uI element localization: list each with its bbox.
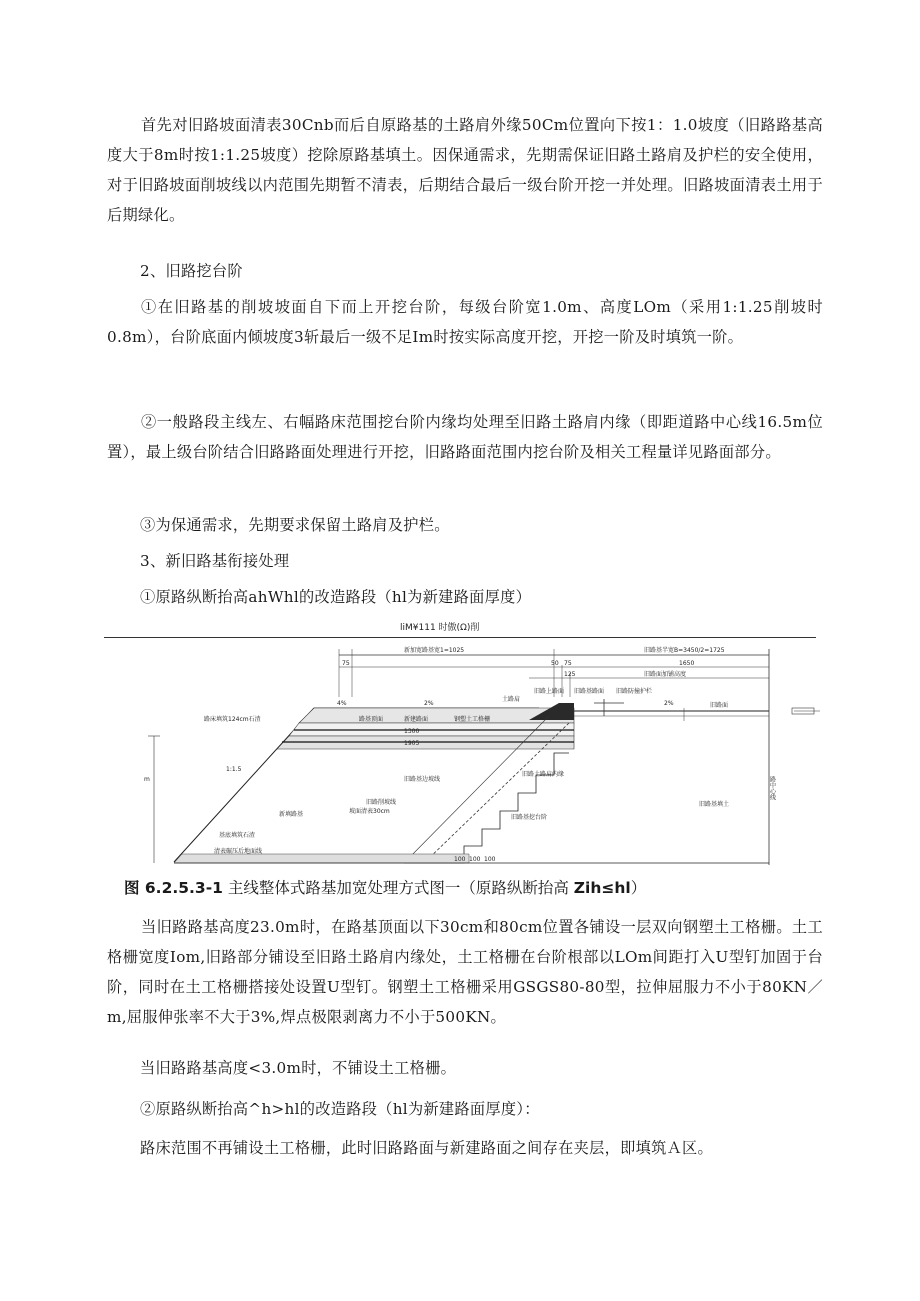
label-old-rail: 旧路防撞护栏 xyxy=(616,688,653,695)
label-slope: 1:1.5 xyxy=(226,766,242,773)
label-clean-surface: 坡面清表30cm xyxy=(349,808,390,815)
label-soil-shoulder: 土路肩 xyxy=(502,696,521,703)
paragraph-steps-1: ①在旧路基的削坡坡面自下而上开挖台阶，每级台阶宽1.0m、高度LOm（采用1:1.25削坡时0.8m），台阶底面内倾坡度3斩最后一级不足Im时按实际高度开挖，开挖一阶及时填筑一阶。 xyxy=(107,298,823,346)
label-s100c: 100 xyxy=(484,856,496,863)
label-pct2a: 2% xyxy=(424,700,434,707)
paragraph-no-geogrid: 当旧路路基高度<3.0m时，不铺设土工格栅。 xyxy=(140,1059,457,1077)
figure-top-rule xyxy=(104,637,816,638)
paragraph-interlayer: 路床范围不再铺设土工格栅，此时旧路路面与新建路面之间存在夹层，即填筑Ａ区。 xyxy=(140,1139,714,1157)
label-old-step: 旧路基挖台阶 xyxy=(511,814,548,821)
figure-caption-end: ） xyxy=(630,879,647,897)
label-d75: 75 xyxy=(342,660,350,667)
label-old-subgrade-fill: 旧路基填土 xyxy=(699,801,730,808)
label-old-pave: 旧路面 xyxy=(710,702,729,709)
figure-caption-text: 主线整体式路基加宽处理方式图一（原路纵断抬高 xyxy=(222,879,574,897)
figure-caption-number: 图 6.2.5.3-1 xyxy=(124,879,223,897)
label-d125: 125 xyxy=(564,671,576,678)
label-d50: 50 xyxy=(551,660,559,667)
heading-steps: 2、旧路挖台阶 xyxy=(140,262,243,280)
label-d75b: 75 xyxy=(564,660,572,667)
label-old-width: 旧路基半宽B=3450/2=1725 xyxy=(644,647,725,654)
label-base-fill: 基底填筑石渣 xyxy=(219,832,256,839)
figure-caption xyxy=(124,876,646,898)
subgrade-widening-diagram xyxy=(104,641,820,867)
paragraph-steps-2: ②一般路段主线左、右幅路床范围挖台阶内缘均处理至旧路土路肩内缘（即距道路中心线16.5m位置），最上级台阶结合旧路路面处理进行开挖，旧路路面范围内挖台阶及相关工程量详见路面部分。 xyxy=(107,413,823,461)
label-compact-line: 清表碾压后地面线 xyxy=(214,848,263,855)
label-old-base: 旧路基路面 xyxy=(574,688,605,695)
label-new-subgrade: 新填路基 xyxy=(279,811,304,818)
figure-caption-condition: Zih≤hl xyxy=(573,879,631,897)
label-height-mark: m xyxy=(144,776,150,783)
label-cut-slope-line: 旧路削坡线 xyxy=(366,799,397,806)
label-old-pave-overlay: 旧路面加铺高度 xyxy=(644,671,687,678)
label-s100b: 100 xyxy=(469,856,481,863)
label-new-width: 新加宽路基宽1=1025 xyxy=(404,647,465,654)
paragraph-junction-1: ①原路纵断抬高ahWhl的改造路段（hl为新建路面厚度） xyxy=(140,588,532,606)
label-pave-top: 路基顶面 xyxy=(359,716,384,723)
label-bed-fill: 路床填筑124cm石渣 xyxy=(204,716,261,723)
paragraph-cleaning: 首先对旧路坡面清表30Cnb而后自原路基的土路肩外缘50Cm位置向下按1：1.0坡度（旧路路基高度大于8m时按1:1.25坡度）挖除原路基填土。因保通需求，先期需保证旧路土路肩及护栏的安全使用，对于旧路坡面削坡线以内范围先期暂不清表，后期结合最后一级台阶开挖一并处理。旧路坡面清表土用于后期绿化。 xyxy=(107,116,823,224)
label-dim2: 1905 xyxy=(404,740,420,747)
figure-header: liM¥111 时傲(Ω)削 xyxy=(400,623,480,633)
label-old-soil-edge: 旧路土路肩内缘 xyxy=(522,771,565,778)
label-d1650: 1650 xyxy=(679,660,695,667)
paragraph-junction-2: ②原路纵断抬高^h>hl的改造路段（hl为新建路面厚度）： xyxy=(140,1100,540,1118)
label-old-edge-line: 旧路基边坡线 xyxy=(404,776,441,783)
paragraph-steps-3: ③为保通需求，先期要求保留土路肩及护栏。 xyxy=(140,516,450,534)
label-old-pave-layer: 旧路上路面 xyxy=(534,688,565,695)
label-new-pave: 新建路面 xyxy=(404,716,429,723)
label-pct4: 4% xyxy=(337,700,347,707)
label-steel-geogrid: 钢塑土工格栅 xyxy=(454,716,491,723)
label-dim1: 1300 xyxy=(404,728,420,735)
label-s100a: 100 xyxy=(454,856,466,863)
label-pct2b: 2% xyxy=(664,700,674,707)
paragraph-geogrid: 当旧路路基高度23.0m时，在路基顶面以下30cm和80cm位置各铺设一层双向钢塑土工格栅。土工格栅宽度Iom,旧路部分铺设至旧路土路肩内缘处，土工格栅在台阶根部以LOm间距打入U型钉加固于台阶，同时在土工格栅搭接处设置U型钉。钢塑土工格栅采用GSGS80-80型，拉伸屈服力不小于80KN／m,屈服伸张率不大于3%,焊点极限剥离力不小于500KN。 xyxy=(107,918,823,1026)
heading-junction: 3、新旧路基衔接处理 xyxy=(140,552,290,570)
label-center-line: 路中心线 xyxy=(768,776,776,800)
